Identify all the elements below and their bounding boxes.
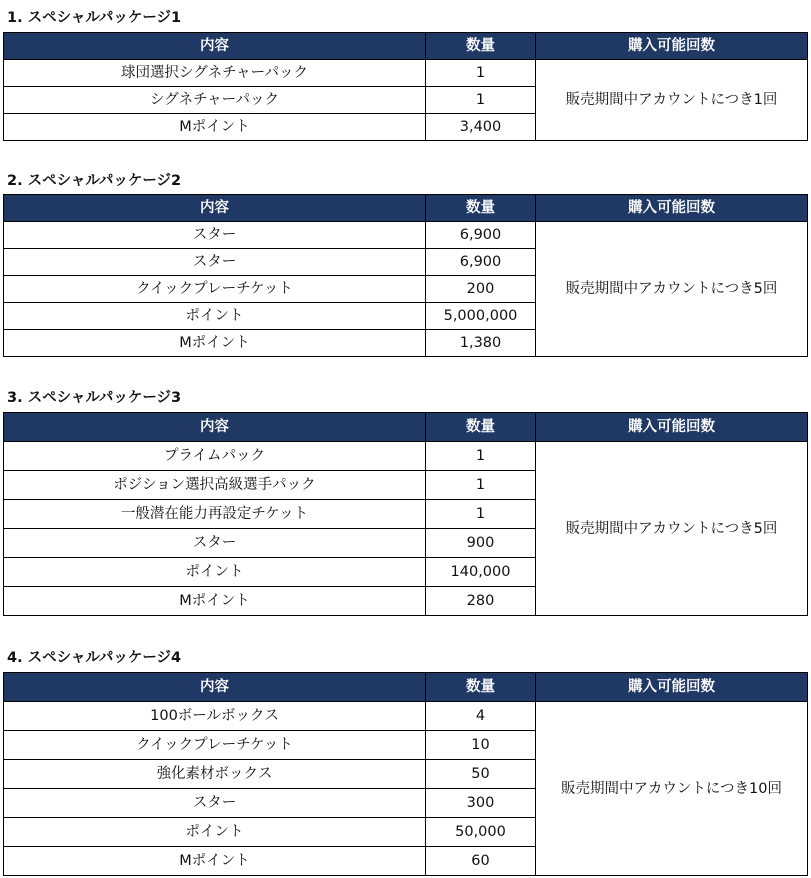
package-table <box>3 32 808 141</box>
item-quantity: 3,400 <box>426 114 536 141</box>
item-quantity: 1 <box>426 442 536 471</box>
item-quantity: 140,000 <box>426 558 536 587</box>
item-name: Mポイント <box>4 330 426 357</box>
item-name: クイックプレーチケット <box>4 731 426 760</box>
table-row <box>4 60 808 87</box>
header-content: 内容 <box>4 195 426 222</box>
item-name: ポイント <box>4 818 426 847</box>
item-quantity: 1 <box>426 500 536 529</box>
item-name: 100ボールボックス <box>4 702 426 731</box>
item-quantity: 6,900 <box>426 222 536 249</box>
item-name: ポイント <box>4 303 426 330</box>
item-name: クイックプレーチケット <box>4 276 426 303</box>
table-row <box>4 442 808 471</box>
item-quantity: 1 <box>426 60 536 87</box>
package-title: 3. スペシャルパッケージ3 <box>7 390 182 406</box>
item-name: スター <box>4 529 426 558</box>
purchase-limit: 販売期間中アカウントにつき10回 <box>536 702 808 876</box>
header-quantity: 数量 <box>426 33 536 60</box>
header-limit: 購入可能回数 <box>536 33 808 60</box>
header-limit: 購入可能回数 <box>536 673 808 702</box>
item-quantity: 50,000 <box>426 818 536 847</box>
item-name: ポイント <box>4 558 426 587</box>
item-name: Mポイント <box>4 114 426 141</box>
purchase-limit: 販売期間中アカウントにつき5回 <box>536 222 808 357</box>
package-title: 4. スペシャルパッケージ4 <box>7 650 182 666</box>
item-name: 強化素材ボックス <box>4 760 426 789</box>
item-quantity: 4 <box>426 702 536 731</box>
item-quantity: 200 <box>426 276 536 303</box>
package-table <box>3 672 808 876</box>
item-quantity: 280 <box>426 587 536 616</box>
header-limit: 購入可能回数 <box>536 413 808 442</box>
purchase-limit: 販売期間中アカウントにつき5回 <box>536 442 808 616</box>
item-name: プライムパック <box>4 442 426 471</box>
header-quantity: 数量 <box>426 195 536 222</box>
item-quantity: 1,380 <box>426 330 536 357</box>
item-name: Mポイント <box>4 847 426 876</box>
item-quantity: 6,900 <box>426 249 536 276</box>
item-name: 球団選択シグネチャーパック <box>4 60 426 87</box>
package-title: 1. スペシャルパッケージ1 <box>7 10 182 26</box>
package-title: 2. スペシャルパッケージ2 <box>7 173 182 189</box>
item-quantity: 5,000,000 <box>426 303 536 330</box>
purchase-limit: 販売期間中アカウントにつき1回 <box>536 60 808 141</box>
package-table <box>3 412 808 616</box>
table-row <box>4 222 808 249</box>
header-content: 内容 <box>4 33 426 60</box>
table-row <box>4 702 808 731</box>
item-quantity: 900 <box>426 529 536 558</box>
item-name: ポジション選択高級選手パック <box>4 471 426 500</box>
item-quantity: 300 <box>426 789 536 818</box>
item-name: スター <box>4 249 426 276</box>
item-quantity: 50 <box>426 760 536 789</box>
item-quantity: 1 <box>426 471 536 500</box>
header-content: 内容 <box>4 413 426 442</box>
header-quantity: 数量 <box>426 413 536 442</box>
header-limit: 購入可能回数 <box>536 195 808 222</box>
package-table <box>3 194 808 357</box>
item-quantity: 10 <box>426 731 536 760</box>
item-name: スター <box>4 789 426 818</box>
item-quantity: 60 <box>426 847 536 876</box>
item-name: スター <box>4 222 426 249</box>
item-name: Mポイント <box>4 587 426 616</box>
header-quantity: 数量 <box>426 673 536 702</box>
item-quantity: 1 <box>426 87 536 114</box>
item-name: シグネチャーパック <box>4 87 426 114</box>
header-content: 内容 <box>4 673 426 702</box>
item-name: 一般潜在能力再設定チケット <box>4 500 426 529</box>
